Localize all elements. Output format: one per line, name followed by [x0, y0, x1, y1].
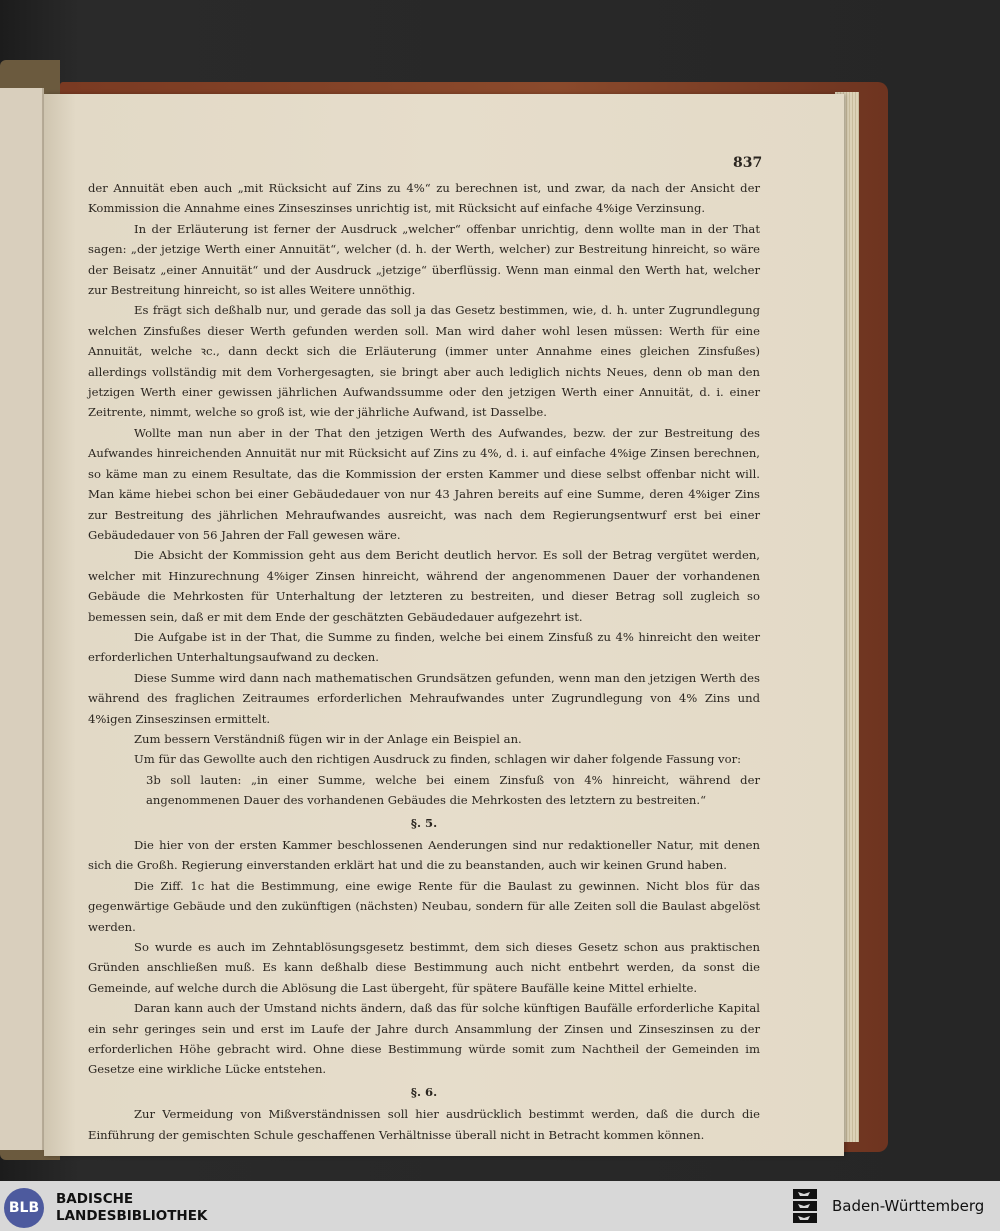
paragraph: Die Aufgabe ist in der That, die Summe zu finden, welche bei einem Zinsfuß zu 4% hinreicht den weiter erforderlichen Unterhaltungsaufwand zu decken.	[88, 629, 760, 665]
paragraph: Zum bessern Verständniß fügen wir in der Anlage ein Beispiel an.	[134, 731, 522, 746]
left-page-edge	[0, 88, 44, 1150]
paragraph: Die Ziff. 1c hat die Bestimmung, eine ewige Rente für die Baulast zu gewinnen. Nicht blos für das gegenwärtige Gebäude und den zukünftigen (nächsten) Neubau, sondern für alle Zeiten soll die Baulast abgelöst werden.	[88, 878, 760, 934]
state-name[interactable]: Baden-Württemberg	[832, 1197, 985, 1215]
paragraph: Es frägt sich deßhalb nur, und gerade das soll ja das Gesetz bestimmen, wie, d. h. unter Zugrundlegung welchen Zinsfußes dieser Werth gefunden werden soll. Man wird daher wohl lesen müssen: Werth für eine Annuität, welche ꝛc., dann deckt sich die Erläuterung (immer unter Annahme eines gleichen Zinsfußes) allerdings vollständig mit dem Vorhergesagten, sie bringt aber auch lediglich nichts Neues, denn ob man den jetzigen Werth einer gewissen jährlichen Aufwandssumme oder den jetzigen Werth einer Annuität, d. i. einer Zeitrente, nimmt, welche so groß ist, wie der jährliche Aufwand, ist Dasselbe.	[88, 303, 760, 420]
coat-of-arms-icon	[790, 1187, 820, 1225]
footer-bar	[0, 1181, 1000, 1231]
paragraph: Die hier von der ersten Kammer beschlossenen Aenderungen sind nur redaktioneller Natur, mit denen sich die Großh. Regierung einverstanden erklärt hat und die zu beanstanden, auch wir keinen Grund haben.	[88, 838, 760, 873]
library-name-line1: BADISCHE	[56, 1191, 134, 1207]
paragraph: Wollte man nun aber in der That den jetzigen Werth des Aufwandes, bezw. der zur Bestreitung des Aufwandes hinreichenden Annuität nur mit Rücksicht auf Zins zu 4%, d. i. auf einfache 4%ige Zinsen berechnen, so käme man zu einem Resultate, das die Kommission der ersten Kammer und diese selbst offenbar nicht will. Man käme hiebei schon bei einer Gebäudedauer von nur 43 Jahren bereits auf eine Summe, deren 4%iger Zins zur Bestreitung des jährlichen Mehraufwandes ausreicht, was nach dem Regierungsentwurf erst bei einer Gebäudedauer von 56 Jahren der Fall gewesen wäre.	[88, 425, 760, 542]
paragraph: Um für das Gewollte auch den richtigen Ausdruck zu finden, schlagen wir daher folgende Fassung vor:	[134, 752, 742, 767]
page-number: 837	[733, 155, 763, 171]
blb-logo[interactable]: BLB	[4, 1188, 44, 1228]
paragraph: Die Absicht der Kommission geht aus dem Bericht deutlich hervor. Es soll der Betrag vergütet werden, welcher mit Hinzurechnung 4%iger Zinsen hinreicht, während der angenommenen Dauer der vorhandenen Gebäude die Mehrkosten für Unterhaltung der letzteren zu bestreiten, und dieser Betrag soll zugleich so bemessen sein, daß er mit dem Ende der geschätzten Gebäudedauer aufgezehrt ist.	[88, 548, 760, 624]
page-text	[88, 178, 760, 1145]
paragraph: In der Erläuterung ist ferner der Ausdruck „welcher“ offenbar unrichtig, denn wollte man in der That sagen: „der jetzige Werth einer Annuität“, welcher (d. h. der Werth, welcher) zur Bestreitung hinreicht, so wäre der Beisatz „einer Annuität“ und der Ausdruck „jetzige“ überflüssig. Wenn man einmal den Werth hat, welcher zur Bestreitung hinreicht, so ist alles Weitere unnöthig.	[88, 221, 760, 298]
paragraph: der Annuität eben auch „mit Rücksicht auf Zins zu 4%“ zu berechnen ist, und zwar, da nach der Ansicht der Kommission die Annahme eines Zinseszinses unrichtig ist, mit Rücksicht auf einfache 4%ige Verzinsung.	[88, 181, 760, 216]
quoted-proposal: 3b soll lauten: „in einer Summe, welche bei einem Zinsfuß von 4% hinreicht, während der angenommenen Dauer des vorhandenen Gebäudes die Mehrkosten des letztern zu bestreiten.“	[146, 772, 760, 808]
library-name	[56, 1191, 207, 1225]
section-heading: §. 6.	[410, 1084, 438, 1099]
section-heading: §. 5.	[410, 815, 438, 830]
paragraph: Diese Summe wird dann nach mathematischen Grundsätzen gefunden, wenn man den jetzigen Werth des während des fraglichen Zeitraumes erforderlichen Mehraufwandes unter Zugrundlegung von 4% Zins und 4%igen Zinseszinsen ermittelt.	[88, 670, 760, 726]
paragraph: So wurde es auch im Zehntablösungsgesetz bestimmt, dem sich dieses Gesetz schon aus praktischen Gründen anschließen muß. Es kann deßhalb diese Bestimmung auch nicht entbehrt werden, da sonst die Gemeinde, auf welche durch die Ablösung die Last übergeht, für spätere Baufälle keine Mittel erhielte.	[88, 940, 760, 995]
paragraph: Zur Vermeidung von Mißverständnissen soll hier ausdrücklich bestimmt werden, daß die durch die Einführung der gemischten Schule geschaffenen Verhältnisse überall nicht in Betracht kommen können.	[88, 1107, 760, 1142]
library-name-line2: LANDESBIBLIOTHEK	[56, 1208, 208, 1224]
paragraph: Daran kann auch der Umstand nichts ändern, daß das für solche künftigen Baufälle erforderliche Kapital ein sehr geringes sein und erst im Laufe der Jahre durch Ansammlung der Zinsen und Zinseszinsen zu der erforderlichen Höhe gebracht wird. Ohne diese Bestimmung würde somit zum Nachtheil der Gemeinden im Gesetze eine wirkliche Lücke entstehen.	[88, 1001, 760, 1077]
